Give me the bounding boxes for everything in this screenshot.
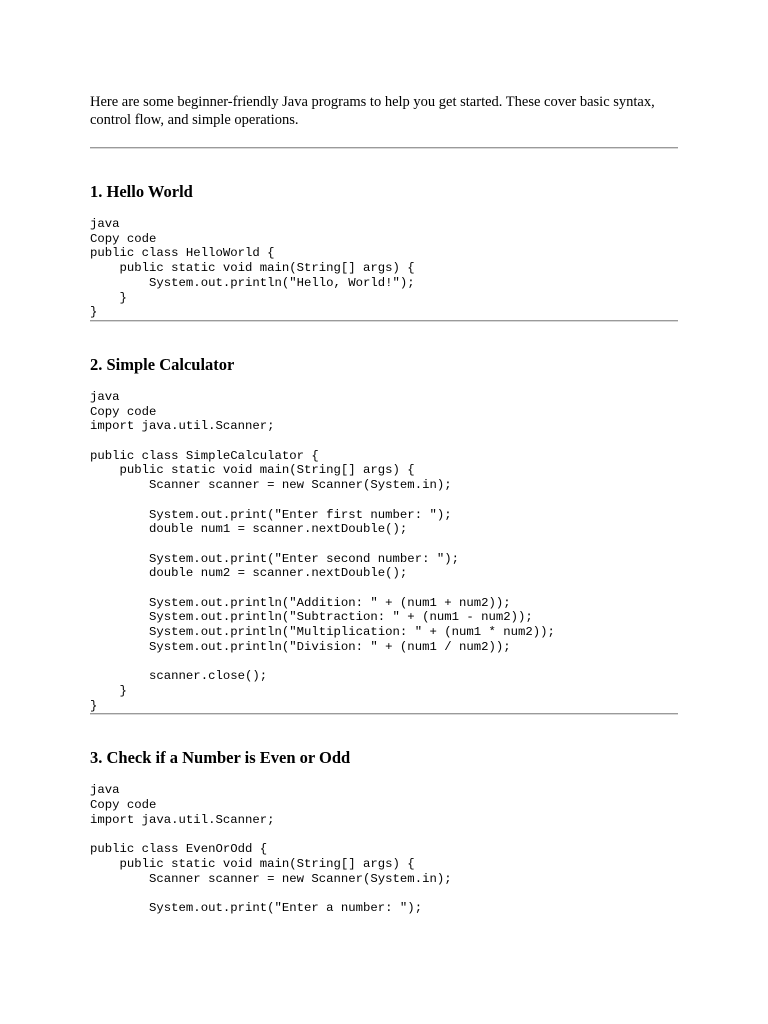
copy-code-button[interactable]: Copy code [90,404,157,419]
divider [90,147,678,149]
code-block-simple-calculator: import java.util.Scanner; public class SimpleCalculator { public static void main(String[] args) { Scanner scanner = new Scanner(System.in); System.out.print("Enter first number: "); double num1 = scanner.nextDouble(); System.out.print("Enter second number: "); double num2 = scanner.nextDouble(); System.out.println("Addition: " + (num1 + num2)); System.out.println("Subtraction: " + (num1 - num2)); System.out.println("Multiplication: " + (num1 * num2)); System.out.println("Division: " + (num1 / num2)); scanner.close(); } } [90,419,555,713]
code-lang-label: java [90,783,120,798]
copy-code-button[interactable]: Copy code [90,798,157,813]
document-page [90,93,678,916]
code-block-even-or-odd: import java.util.Scanner; public class EvenOrOdd { public static void main(String[] args) { Scanner scanner = new Scanner(System.in); System.out.print("Enter a number: "); [90,812,452,916]
copy-code-button[interactable]: Copy code [90,231,157,246]
intro-paragraph: Here are some beginner-friendly Java programs to help you get started. These cover basic syntax, control flow, and simple operations. [90,94,655,128]
divider [90,713,678,715]
section-heading-hello-world: 1. Hello World [90,182,193,201]
divider [90,320,678,322]
code-lang-label: java [90,217,120,231]
code-lang-label: java [90,389,120,404]
section-heading-simple-calculator: 2. Simple Calculator [90,354,235,374]
code-block-hello-world: public class HelloWorld { public static void main(String[] args) { System.out.println("Hello, World!"); } } [90,246,415,320]
section-heading-even-or-odd: 3. Check if a Number is Even or Odd [90,748,351,768]
